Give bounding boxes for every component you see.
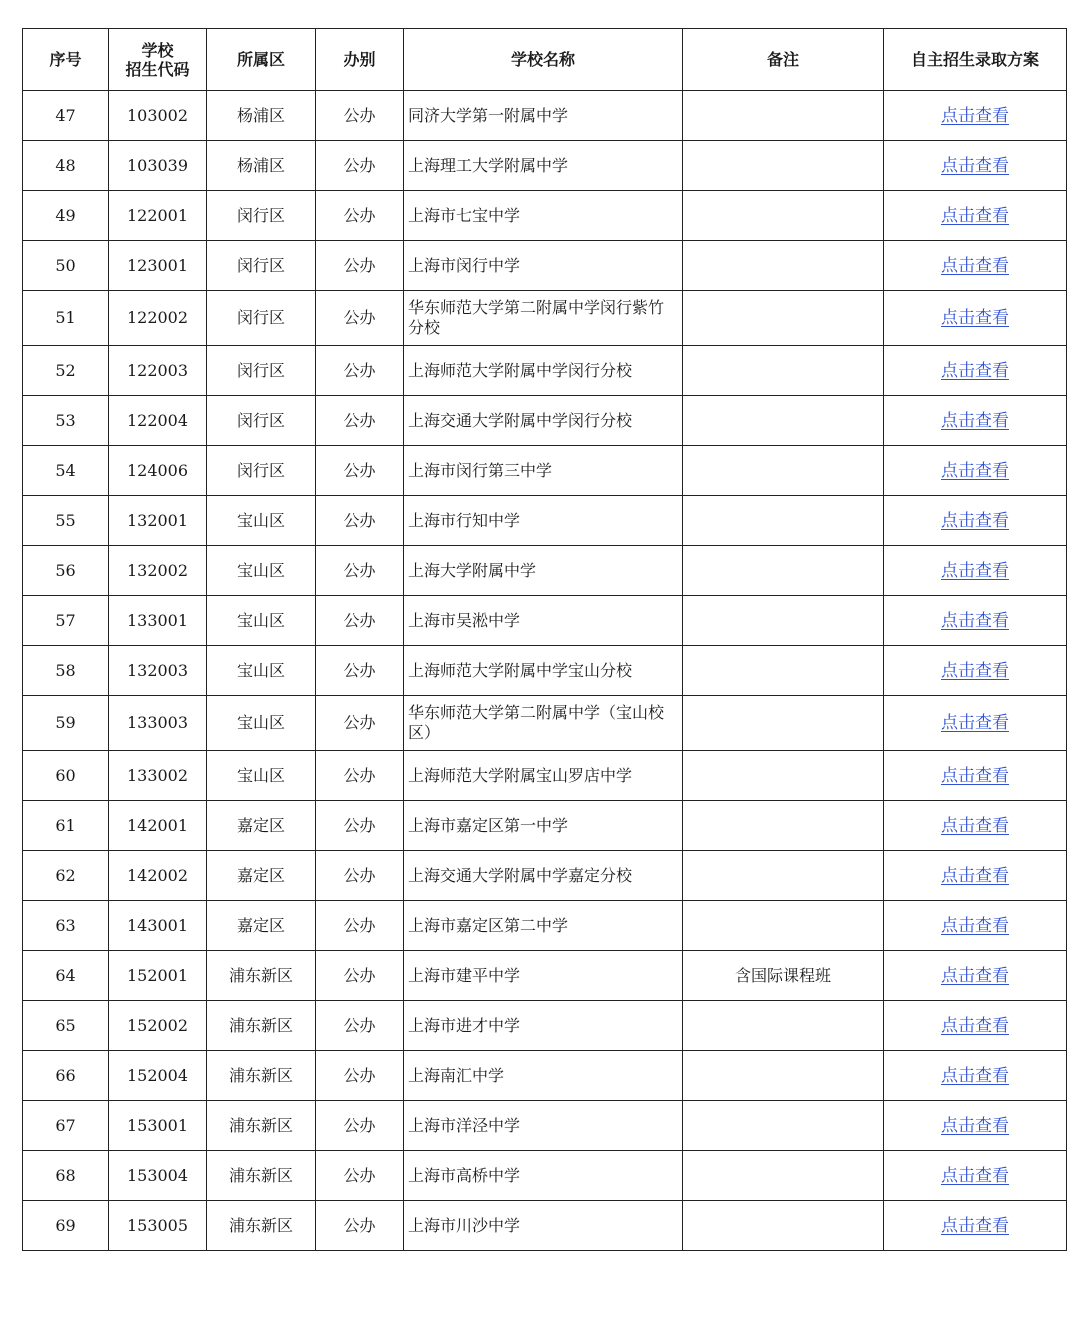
- cell-district: 宝山区: [207, 696, 316, 751]
- cell-code: 152001: [109, 951, 207, 1001]
- cell-plan: [884, 1051, 1067, 1101]
- cell-school-name: 华东师范大学第二附属中学（宝山校区）: [404, 696, 683, 751]
- cell-school-name: 上海市闵行中学: [404, 241, 683, 291]
- table-row: [23, 496, 1067, 546]
- header-code: [109, 29, 207, 91]
- cell-code: 142001: [109, 801, 207, 851]
- cell-type: 公办: [316, 1001, 404, 1051]
- cell-district: 浦东新区: [207, 1201, 316, 1251]
- header-note: 备注: [683, 29, 884, 91]
- cell-seq: 48: [23, 141, 109, 191]
- cell-type: 公办: [316, 801, 404, 851]
- cell-code: 122004: [109, 396, 207, 446]
- cell-note: [683, 1101, 884, 1151]
- cell-note: [683, 446, 884, 496]
- table-body: [23, 91, 1067, 1251]
- cell-school-name: 上海市进才中学: [404, 1001, 683, 1051]
- cell-note: [683, 141, 884, 191]
- cell-type: 公办: [316, 291, 404, 346]
- cell-school-name: 上海市高桥中学: [404, 1151, 683, 1201]
- table-row: [23, 1001, 1067, 1051]
- school-admission-table: [22, 28, 1067, 1251]
- cell-code: 133002: [109, 751, 207, 801]
- cell-district: 浦东新区: [207, 1151, 316, 1201]
- cell-note: [683, 596, 884, 646]
- cell-note: [683, 801, 884, 851]
- cell-type: 公办: [316, 951, 404, 1001]
- cell-district: 宝山区: [207, 596, 316, 646]
- header-type: 办别: [316, 29, 404, 91]
- cell-plan: [884, 596, 1067, 646]
- cell-district: 浦东新区: [207, 1101, 316, 1151]
- header-seq: 序号: [23, 29, 109, 91]
- cell-note: [683, 901, 884, 951]
- cell-note: [683, 1001, 884, 1051]
- cell-type: 公办: [316, 646, 404, 696]
- cell-seq: 56: [23, 546, 109, 596]
- cell-seq: 50: [23, 241, 109, 291]
- view-plan-link[interactable]: 点击查看: [941, 460, 1009, 481]
- cell-seq: 55: [23, 496, 109, 546]
- header-code-line1: 学校: [141, 40, 174, 60]
- cell-type: 公办: [316, 496, 404, 546]
- cell-note: [683, 396, 884, 446]
- cell-code: 152002: [109, 1001, 207, 1051]
- header-code-line2: 招生代码: [125, 59, 190, 79]
- cell-district: 浦东新区: [207, 1051, 316, 1101]
- cell-note: [683, 191, 884, 241]
- cell-school-name: 上海市建平中学: [404, 951, 683, 1001]
- cell-code: 103039: [109, 141, 207, 191]
- view-plan-link[interactable]: 点击查看: [941, 255, 1009, 276]
- view-plan-link[interactable]: 点击查看: [941, 915, 1009, 936]
- cell-note: [683, 546, 884, 596]
- cell-seq: 66: [23, 1051, 109, 1101]
- header-district: 所属区: [207, 29, 316, 91]
- cell-plan: [884, 751, 1067, 801]
- cell-school-name: 上海市吴淞中学: [404, 596, 683, 646]
- table-row: [23, 596, 1067, 646]
- table-row: [23, 191, 1067, 241]
- cell-district: 浦东新区: [207, 951, 316, 1001]
- table-row: [23, 1101, 1067, 1151]
- cell-type: 公办: [316, 1101, 404, 1151]
- cell-district: 闵行区: [207, 346, 316, 396]
- cell-school-name: 上海交通大学附属中学闵行分校: [404, 396, 683, 446]
- cell-note: [683, 646, 884, 696]
- cell-seq: 69: [23, 1201, 109, 1251]
- view-plan-link[interactable]: 点击查看: [941, 865, 1009, 886]
- cell-school-name: 上海市嘉定区第二中学: [404, 901, 683, 951]
- view-plan-link[interactable]: 点击查看: [941, 1015, 1009, 1036]
- cell-plan: [884, 1151, 1067, 1201]
- view-plan-link[interactable]: 点击查看: [941, 660, 1009, 681]
- cell-plan: [884, 851, 1067, 901]
- cell-code: 153004: [109, 1151, 207, 1201]
- cell-seq: 61: [23, 801, 109, 851]
- view-plan-link[interactable]: 点击查看: [941, 1215, 1009, 1236]
- table-row: [23, 1051, 1067, 1101]
- cell-seq: 68: [23, 1151, 109, 1201]
- view-plan-link[interactable]: 点击查看: [941, 713, 1009, 733]
- table-header: [23, 29, 1067, 91]
- cell-note: [683, 346, 884, 396]
- cell-type: 公办: [316, 546, 404, 596]
- cell-type: 公办: [316, 91, 404, 141]
- cell-type: 公办: [316, 851, 404, 901]
- cell-type: 公办: [316, 141, 404, 191]
- cell-code: 153005: [109, 1201, 207, 1251]
- cell-plan: [884, 141, 1067, 191]
- cell-type: 公办: [316, 901, 404, 951]
- cell-plan: [884, 496, 1067, 546]
- cell-seq: 67: [23, 1101, 109, 1151]
- view-plan-link[interactable]: 点击查看: [941, 610, 1009, 631]
- table-row: [23, 141, 1067, 191]
- header-name: 学校名称: [404, 29, 683, 91]
- cell-district: 嘉定区: [207, 801, 316, 851]
- view-plan-link[interactable]: 点击查看: [941, 1115, 1009, 1136]
- cell-type: 公办: [316, 396, 404, 446]
- cell-school-name: 上海市七宝中学: [404, 191, 683, 241]
- cell-code: 132003: [109, 646, 207, 696]
- cell-plan: [884, 191, 1067, 241]
- table-row: [23, 241, 1067, 291]
- cell-school-name: 上海理工大学附属中学: [404, 141, 683, 191]
- cell-code: 133001: [109, 596, 207, 646]
- cell-school-name: 上海市洋泾中学: [404, 1101, 683, 1151]
- cell-district: 嘉定区: [207, 901, 316, 951]
- table-row: [23, 1151, 1067, 1201]
- cell-seq: 64: [23, 951, 109, 1001]
- cell-code: 124006: [109, 446, 207, 496]
- cell-district: 闵行区: [207, 396, 316, 446]
- cell-school-name: 上海市行知中学: [404, 496, 683, 546]
- cell-seq: 62: [23, 851, 109, 901]
- cell-code: 132001: [109, 496, 207, 546]
- cell-school-name: 上海市嘉定区第一中学: [404, 801, 683, 851]
- view-plan-link[interactable]: 点击查看: [941, 965, 1009, 986]
- cell-district: 闵行区: [207, 191, 316, 241]
- cell-plan: [884, 951, 1067, 1001]
- cell-seq: 53: [23, 396, 109, 446]
- cell-district: 闵行区: [207, 291, 316, 346]
- view-plan-link[interactable]: 点击查看: [941, 105, 1009, 126]
- cell-district: 杨浦区: [207, 91, 316, 141]
- cell-note: [683, 1051, 884, 1101]
- cell-seq: 59: [23, 696, 109, 751]
- cell-note: [683, 851, 884, 901]
- table-row: [23, 1201, 1067, 1251]
- cell-district: 嘉定区: [207, 851, 316, 901]
- cell-note: [683, 1201, 884, 1251]
- cell-note: [683, 91, 884, 141]
- cell-type: 公办: [316, 446, 404, 496]
- cell-district: 宝山区: [207, 546, 316, 596]
- cell-note: [683, 241, 884, 291]
- table-row: [23, 396, 1067, 446]
- cell-school-name: 上海师范大学附属中学闵行分校: [404, 346, 683, 396]
- table-row: [23, 751, 1067, 801]
- header-row: [23, 29, 1067, 91]
- view-plan-link[interactable]: 点击查看: [941, 410, 1009, 431]
- header-plan: 自主招生录取方案: [884, 29, 1067, 91]
- cell-note: [683, 1151, 884, 1201]
- cell-plan: [884, 696, 1067, 751]
- cell-seq: 63: [23, 901, 109, 951]
- cell-plan: [884, 1101, 1067, 1151]
- table-row: [23, 546, 1067, 596]
- cell-seq: 57: [23, 596, 109, 646]
- cell-code: 153001: [109, 1101, 207, 1151]
- cell-type: 公办: [316, 346, 404, 396]
- cell-district: 杨浦区: [207, 141, 316, 191]
- view-plan-link[interactable]: 点击查看: [941, 815, 1009, 836]
- cell-school-name: 上海市川沙中学: [404, 1201, 683, 1251]
- view-plan-link[interactable]: 点击查看: [941, 1065, 1009, 1086]
- cell-type: 公办: [316, 241, 404, 291]
- table-row: [23, 951, 1067, 1001]
- cell-plan: [884, 546, 1067, 596]
- cell-district: 浦东新区: [207, 1001, 316, 1051]
- view-plan-link[interactable]: 点击查看: [941, 510, 1009, 531]
- cell-district: 宝山区: [207, 646, 316, 696]
- table-row: [23, 901, 1067, 951]
- cell-school-name: 上海大学附属中学: [404, 546, 683, 596]
- cell-type: 公办: [316, 751, 404, 801]
- cell-plan: [884, 396, 1067, 446]
- cell-district: 宝山区: [207, 751, 316, 801]
- cell-school-name: 上海师范大学附属中学宝山分校: [404, 646, 683, 696]
- cell-code: 152004: [109, 1051, 207, 1101]
- cell-district: 闵行区: [207, 241, 316, 291]
- cell-plan: [884, 646, 1067, 696]
- view-plan-link[interactable]: 点击查看: [941, 765, 1009, 786]
- cell-type: 公办: [316, 1051, 404, 1101]
- cell-code: 132002: [109, 546, 207, 596]
- cell-plan: [884, 241, 1067, 291]
- cell-seq: 54: [23, 446, 109, 496]
- table-row: [23, 446, 1067, 496]
- view-plan-link[interactable]: 点击查看: [941, 360, 1009, 381]
- table-row: [23, 346, 1067, 396]
- cell-seq: 47: [23, 91, 109, 141]
- cell-plan: [884, 801, 1067, 851]
- cell-note: 含国际课程班: [683, 951, 884, 1001]
- cell-note: [683, 496, 884, 546]
- table-row: [23, 291, 1067, 346]
- cell-type: 公办: [316, 696, 404, 751]
- cell-code: 122002: [109, 291, 207, 346]
- cell-school-name: 华东师范大学第二附属中学闵行紫竹分校: [404, 291, 683, 346]
- cell-code: 122001: [109, 191, 207, 241]
- cell-code: 123001: [109, 241, 207, 291]
- school-table-container: [22, 28, 1066, 1251]
- cell-seq: 52: [23, 346, 109, 396]
- cell-note: [683, 751, 884, 801]
- cell-note: [683, 696, 884, 751]
- cell-seq: 49: [23, 191, 109, 241]
- cell-type: 公办: [316, 1151, 404, 1201]
- cell-code: 142002: [109, 851, 207, 901]
- cell-plan: [884, 901, 1067, 951]
- cell-district: 宝山区: [207, 496, 316, 546]
- table-row: [23, 801, 1067, 851]
- cell-code: 143001: [109, 901, 207, 951]
- cell-school-name: 上海南汇中学: [404, 1051, 683, 1101]
- cell-school-name: 上海交通大学附属中学嘉定分校: [404, 851, 683, 901]
- cell-school-name: 同济大学第一附属中学: [404, 91, 683, 141]
- cell-code: 133003: [109, 696, 207, 751]
- cell-seq: 51: [23, 291, 109, 346]
- table-row: [23, 91, 1067, 141]
- cell-code: 122003: [109, 346, 207, 396]
- cell-type: 公办: [316, 1201, 404, 1251]
- cell-plan: [884, 91, 1067, 141]
- view-plan-link[interactable]: 点击查看: [941, 1165, 1009, 1186]
- cell-type: 公办: [316, 596, 404, 646]
- table-row: [23, 851, 1067, 901]
- view-plan-link[interactable]: 点击查看: [941, 308, 1009, 328]
- table-row: [23, 646, 1067, 696]
- view-plan-link[interactable]: 点击查看: [941, 560, 1009, 581]
- cell-plan: [884, 446, 1067, 496]
- cell-seq: 60: [23, 751, 109, 801]
- cell-type: 公办: [316, 191, 404, 241]
- cell-district: 闵行区: [207, 446, 316, 496]
- cell-school-name: 上海师范大学附属宝山罗店中学: [404, 751, 683, 801]
- cell-code: 103002: [109, 91, 207, 141]
- table-row: [23, 696, 1067, 751]
- cell-plan: [884, 1201, 1067, 1251]
- view-plan-link[interactable]: 点击查看: [941, 205, 1009, 226]
- cell-school-name: 上海市闵行第三中学: [404, 446, 683, 496]
- cell-plan: [884, 346, 1067, 396]
- view-plan-link[interactable]: 点击查看: [941, 155, 1009, 176]
- cell-seq: 65: [23, 1001, 109, 1051]
- cell-note: [683, 291, 884, 346]
- cell-plan: [884, 291, 1067, 346]
- cell-plan: [884, 1001, 1067, 1051]
- cell-seq: 58: [23, 646, 109, 696]
